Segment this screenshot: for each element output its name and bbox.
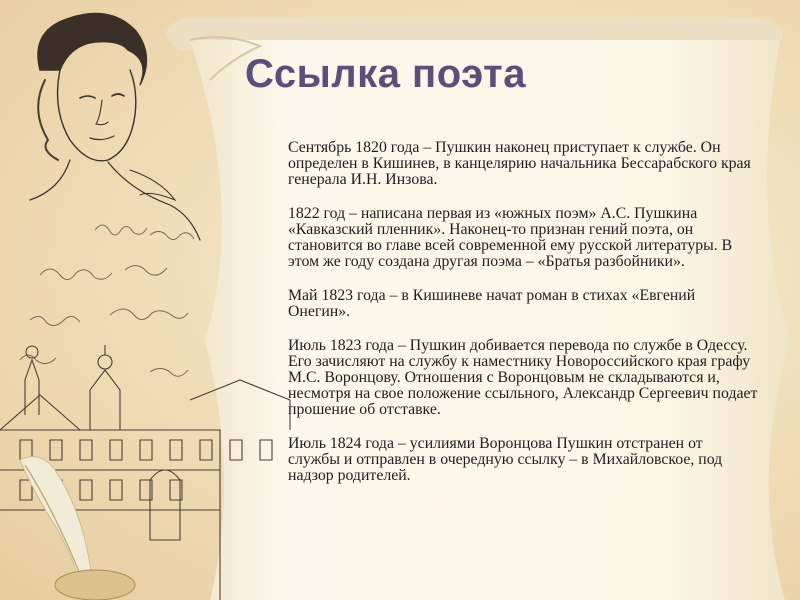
pushkin-portrait-sketch (30, 14, 200, 240)
paragraph (288, 206, 758, 270)
paragraph-text: – усилиями Воронцова Пушкин отстранен от службы и отправлен в очередную ссылку – в Михайловское, под надзор родителей. (288, 435, 723, 484)
paragraph (288, 338, 758, 418)
quill-feather-icon (20, 457, 135, 600)
paragraph (288, 140, 758, 188)
paragraph-date: 1822 год (288, 205, 346, 222)
paragraph (288, 288, 758, 320)
handwritten-manuscript (20, 225, 194, 376)
paragraph-date: Сентябрь 1820 года (288, 139, 420, 156)
paragraph-text: – Пушкин добивается перевода по службе в Одессу. Его зачисляют на службу к наместнику Новороссийского края графу М.С. Воронцову. Отношения с Воронцовым не складываются и, несмотря на свое положение ссыльного, Александр Сергеевич подает прошение об отставке. (288, 337, 758, 418)
paragraph-text: – в Кишиневе начат роман в стихах «Евгений Онегин». (288, 287, 696, 320)
paragraph (288, 436, 758, 484)
paragraph-text: – написана первая из «южных поэм» А.С. Пушкина «Кавказский пленник». Наконец-то признан гений поэта, он становится во главе всей современной ему русской литературы. В этом же году создана другая поэма – «Братья разбойники». (288, 205, 733, 270)
paragraph-date: Июль 1823 года (288, 337, 394, 354)
slide-title: Ссылка поэта (245, 52, 527, 96)
paragraph-text: – Пушкин наконец приступает к службе. Он определен в Кишинев, в канцелярию начальника Бессарабского края генерала И.Н. Инзова. (288, 139, 751, 188)
paragraph-date: Июль 1824 года (288, 435, 394, 452)
paragraph-date: Май 1823 года (288, 287, 386, 304)
content-text (288, 140, 758, 502)
